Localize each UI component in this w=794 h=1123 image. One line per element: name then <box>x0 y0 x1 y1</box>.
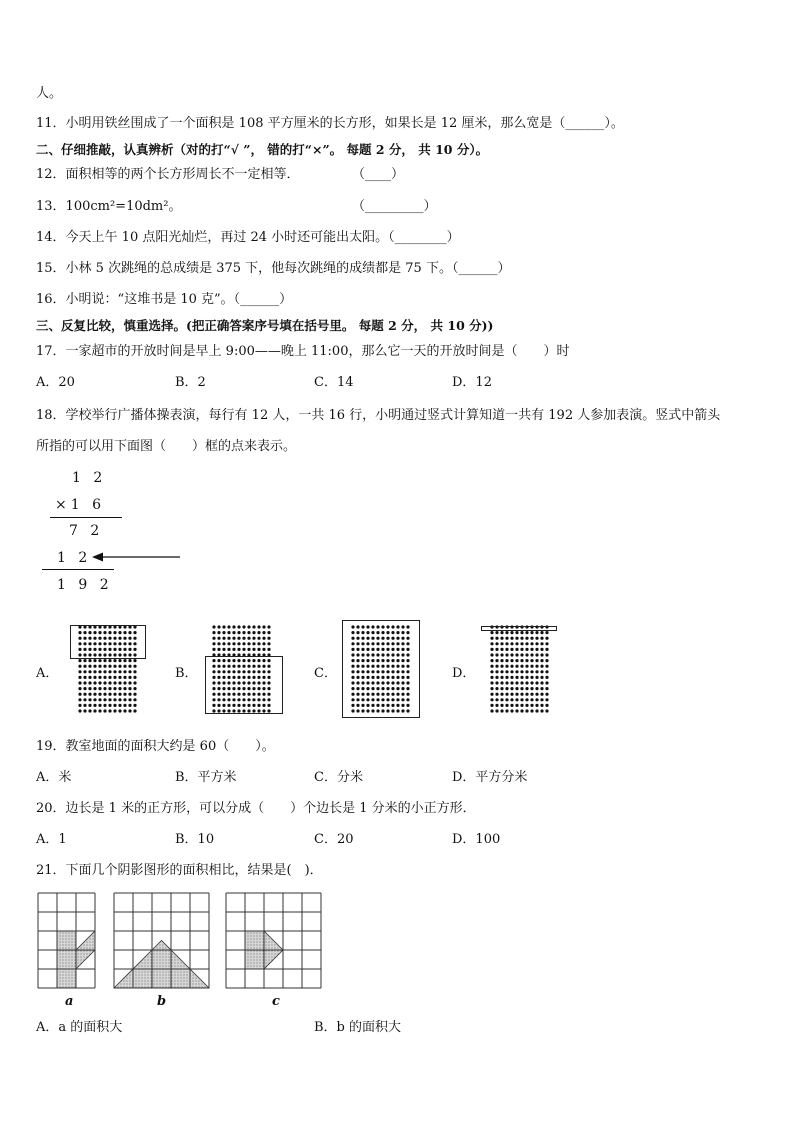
question-12-blank[interactable]: （____） <box>352 167 405 182</box>
frame-c <box>342 620 420 718</box>
q20-option-d[interactable]: D．100 <box>452 832 501 847</box>
question-20: 20．边长是 1 米的正方形，可以分成（ ）个边长是 1 分米的小正方形． <box>36 801 476 816</box>
q20-option-b[interactable]: B．10 <box>175 832 215 847</box>
question-18-line1: 18．学校举行广播体操表演，每行有 12 人，一共 16 行，小明通过竖式计算知道一共有 192 人参加表演。竖式中箭头 <box>36 408 721 423</box>
fig-label-c: c <box>272 994 280 1009</box>
question-16: 16．小明说：“这堆书是 10 克”。（______） <box>36 292 293 307</box>
question-11: 11．小明用铁丝围成了一个面积是 108 平方厘米的长方形，如果长是 12 厘米，那么宽是（______）。 <box>36 116 624 131</box>
section-2-heading: 二、仔细推敲，认真辨析（对的打“√ ”， 错的打“×”。 每题 2 分， 共 10 分）。 <box>36 142 489 157</box>
question-17: 17．一家超市的开放时间是早上 9:00——晚上 11:00，那么它一天的开放时间是（ ）时 <box>36 344 570 359</box>
q18-option-b[interactable]: B． <box>175 666 198 681</box>
q19-option-d[interactable]: D．平方分米 <box>452 770 528 785</box>
question-12: 12．面积相等的两个长方形周长不一定相等． <box>36 167 300 182</box>
vertical-row-1: 1 2 <box>72 470 107 486</box>
question-14: 14．今天上午 10 点阳光灿烂，再过 24 小时还可能出太阳。（________） <box>36 230 460 245</box>
question-13: 13．100cm²=10dm²。 <box>36 199 182 214</box>
q21-option-b[interactable]: B．b 的面积大 <box>314 1020 402 1035</box>
continuation-text: 人。 <box>36 86 63 101</box>
question-13-blank[interactable]: （_________） <box>352 199 437 214</box>
vertical-row-5: 1 9 2 <box>57 577 113 593</box>
vertical-rule-2 <box>42 569 114 570</box>
q21-option-a[interactable]: A．a 的面积大 <box>36 1020 123 1035</box>
q17-option-b[interactable]: B．2 <box>175 375 206 390</box>
question-15: 15．小林 5 次跳绳的总成绩是 375 下，他每次跳绳的成绩都是 75 下。（______） <box>36 261 511 276</box>
vertical-row-2: ×1 6 <box>55 497 105 513</box>
arrow-icon <box>92 550 182 564</box>
q18-option-a[interactable]: A． <box>36 666 59 681</box>
q19-option-c[interactable]: C．分米 <box>314 770 363 785</box>
fig-label-b: b <box>157 994 167 1009</box>
grid-c <box>226 893 321 988</box>
q20-option-a[interactable]: A．1 <box>36 832 67 847</box>
q18-option-c[interactable]: C． <box>314 666 337 681</box>
q18-option-d[interactable]: D． <box>452 666 476 681</box>
question-18-line2: 所指的可以用下面图（ ）框的点来表示。 <box>36 439 297 454</box>
vertical-rule-1 <box>50 517 122 518</box>
q17-option-d[interactable]: D．12 <box>452 375 492 390</box>
q20-option-c[interactable]: C．20 <box>314 832 354 847</box>
fig-label-a: a <box>65 994 74 1009</box>
q17-option-a[interactable]: A．20 <box>36 375 75 390</box>
q17-option-c[interactable]: C．14 <box>314 375 354 390</box>
q19-option-b[interactable]: B．平方米 <box>175 770 237 785</box>
grid-b <box>114 893 209 988</box>
frame-a <box>70 625 146 659</box>
question-21: 21．下面几个阴影图形的面积相比，结果是( )． <box>36 863 323 878</box>
shaded-grids-figure <box>36 890 336 990</box>
frame-d <box>481 626 557 631</box>
section-3-heading: 三、反复比较，慎重选择。(把正确答案序号填在括号里。 每题 2 分， 共 10 分)) <box>36 318 494 333</box>
dot-array-d <box>490 625 550 715</box>
grid-a <box>38 893 95 988</box>
vertical-row-4: 1 2 <box>57 550 92 566</box>
frame-b <box>205 656 283 714</box>
vertical-row-3: 7 2 <box>69 523 104 539</box>
question-19: 19．教室地面的面积大约是 60（ ）。 <box>36 739 275 754</box>
q19-option-a[interactable]: A．米 <box>36 770 72 785</box>
